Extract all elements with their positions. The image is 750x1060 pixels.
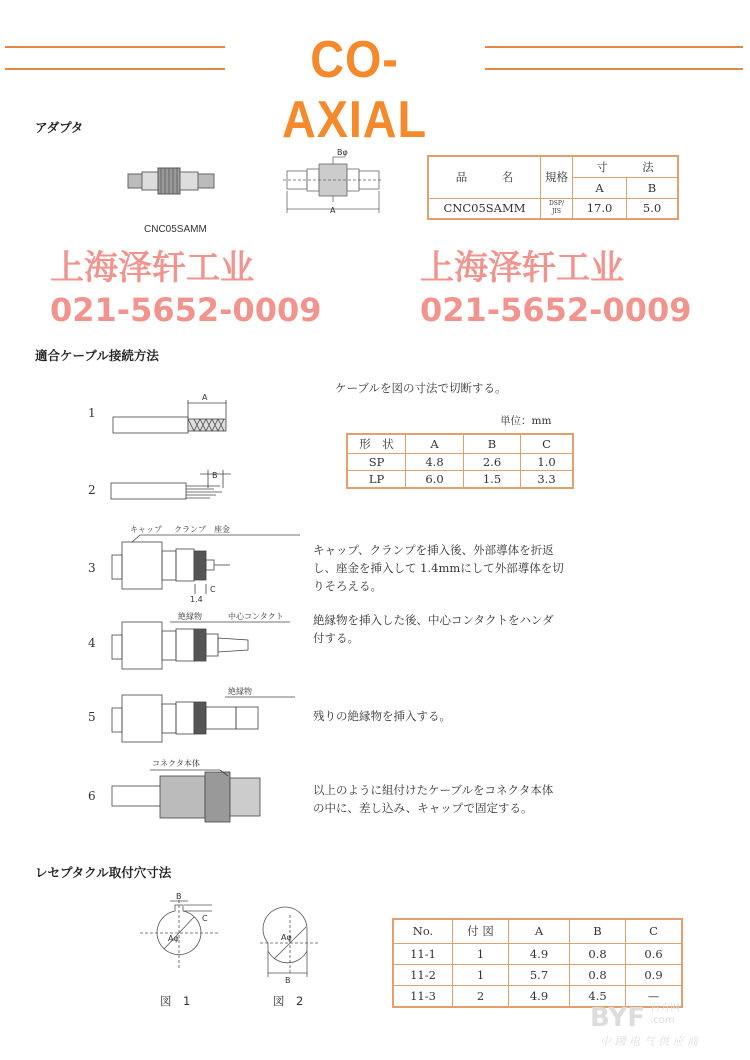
page-title: CO-AXIAL — [282, 31, 427, 149]
cell: 11-2 — [393, 964, 453, 985]
label-insulator: 絶縁物 — [228, 687, 252, 696]
header-rule — [485, 68, 743, 70]
cable-dimension-table — [346, 433, 574, 489]
header-rule — [5, 68, 225, 70]
table-row — [347, 454, 573, 471]
figure-1-caption: 図 1 — [160, 994, 191, 1008]
cell: 0.9 — [626, 964, 683, 985]
label-clamp: クランプ — [174, 525, 206, 534]
label-cap: キャップ — [130, 525, 162, 534]
cable-intro: ケーブルを図の寸法で切断する。 — [335, 381, 507, 395]
section-title-cable: 適合ケーブル接続方法 — [35, 348, 159, 363]
step-1-label-a: A — [202, 393, 208, 402]
cell: 4.5 — [570, 985, 626, 1007]
step-number: 4 — [88, 636, 96, 650]
cell: 4.8 — [406, 454, 464, 471]
step-5-diagram — [110, 685, 310, 745]
fig2-label-b: B — [285, 976, 291, 985]
fig1-label-c: C — [202, 914, 208, 923]
header-c: C — [521, 434, 574, 454]
step-number: 3 — [88, 561, 96, 575]
text-line: 以上のように組付けたケーブルをコネクタ本体 — [313, 783, 554, 797]
text-line: キャップ、クランプを挿入後、外部導体を折返 — [313, 543, 554, 557]
figure-2-caption: 図 2 — [273, 994, 304, 1008]
cell: 6.0 — [406, 471, 464, 488]
text-line: し、座金を挿入して 1.4mmにして外部導体を切 — [313, 561, 564, 575]
label-connector-body: コネクタ本体 — [152, 759, 200, 768]
logo-brand-cn: 百方网 — [650, 1003, 681, 1014]
cell-a: 17.0 — [573, 198, 627, 219]
watermark-company: 上海泽轩工业 — [50, 248, 254, 288]
label-insulator: 絶縁物 — [178, 612, 202, 621]
cell-standard: DSP/ JIS — [541, 198, 573, 219]
section-title-receptacle: レセプタクル取付穴寸法 — [35, 865, 172, 880]
label-washer: 座金 — [214, 525, 230, 534]
cell: 1 — [453, 943, 509, 964]
step-number: 5 — [88, 710, 96, 724]
step-number: 2 — [88, 483, 96, 497]
cell: 11-1 — [393, 943, 453, 964]
header-a: A — [406, 434, 464, 454]
step-2-diagram — [110, 468, 260, 508]
logo-side — [650, 1003, 680, 1027]
header-standard: 規格 — [541, 156, 573, 198]
fig1-label-a: Aφ — [168, 934, 179, 943]
watermark-phone: 021-5652-0009 — [50, 291, 322, 329]
adapter-drawing — [283, 145, 383, 215]
cell: 5.7 — [509, 964, 570, 985]
table-row — [428, 198, 678, 219]
step-1-diagram — [110, 390, 250, 435]
step-2-label-b: B — [212, 471, 218, 480]
figure-1-drawing — [140, 892, 220, 975]
cell: SP — [347, 454, 406, 471]
logo-domain: .com — [650, 1015, 675, 1026]
cell: 4.9 — [509, 943, 570, 964]
step-3-diagram — [110, 525, 310, 606]
adapter-photo-caption: CNC05SAMM — [144, 224, 207, 235]
header-a: A — [573, 177, 627, 198]
label-1-4: 1.4 — [190, 595, 203, 604]
cell: 0.6 — [626, 943, 683, 964]
adapter-spec-table — [427, 155, 679, 220]
table-row — [347, 471, 573, 488]
header-figure: 付 図 — [453, 919, 509, 943]
header-no: No. — [393, 919, 453, 943]
header-dimension: 寸 法 — [573, 156, 679, 177]
cell: 4.9 — [509, 985, 570, 1007]
table-row — [393, 943, 682, 964]
standard-top: DSP — [549, 200, 562, 208]
step-6-text — [313, 781, 553, 817]
header-rule — [485, 46, 743, 48]
fig2-label-a: Aφ — [281, 933, 292, 942]
step-number: 6 — [88, 789, 96, 803]
cell: 3.3 — [521, 471, 574, 488]
drawing-label-a: A — [330, 206, 336, 215]
cell-b: 5.0 — [627, 198, 679, 219]
fig1-label-b: B — [176, 892, 182, 901]
watermark-phone: 021-5652-0009 — [420, 291, 692, 329]
header-name: 品 名 — [428, 156, 541, 198]
step-number: 1 — [88, 406, 96, 420]
text-line: りそろえる。 — [313, 579, 382, 593]
label-center-contact: 中心コンタクト — [228, 612, 284, 621]
standard-bottom: JIS — [552, 208, 561, 216]
step-3-text — [313, 541, 564, 595]
header-b: B — [570, 919, 626, 943]
footer-logo — [590, 1003, 698, 1049]
header-rule — [5, 46, 225, 48]
cell: 0.8 — [570, 964, 626, 985]
step-5-text — [313, 707, 451, 725]
cell: 1 — [453, 964, 509, 985]
cell: 2.6 — [464, 454, 521, 471]
header-b: B — [627, 177, 679, 198]
cell: 11-3 — [393, 985, 453, 1007]
text-line: の中に、差し込み、キャップで固定する。 — [313, 801, 533, 815]
header-c: C — [626, 919, 683, 943]
header-b: B — [464, 434, 521, 454]
cell: — — [626, 985, 683, 1007]
text-line: 絶縁物を挿入した後、中心コンタクトをハンダ — [313, 613, 554, 627]
cell: 1.5 — [464, 471, 521, 488]
cell: LP — [347, 471, 406, 488]
step-4-diagram — [110, 610, 310, 670]
label-c: C — [210, 585, 216, 594]
logo-tagline: 中 國 电 气 供 应 商 — [600, 1035, 698, 1048]
section-title-adapter: アダプタ — [35, 120, 84, 135]
step-6-diagram — [110, 758, 310, 828]
receptacle-dimension-table — [392, 918, 683, 1008]
header-a: A — [509, 919, 570, 943]
text-line: 残りの絶縁物を挿入する。 — [313, 709, 451, 723]
logo-brand: BYF — [590, 1003, 645, 1033]
text-line: 付する。 — [313, 631, 359, 645]
watermark-company: 上海泽轩工业 — [420, 248, 624, 288]
cell: 0.8 — [570, 943, 626, 964]
cell-name: CNC05SAMM — [428, 198, 541, 219]
cell: 2 — [453, 985, 509, 1007]
figure-2-drawing — [260, 905, 340, 985]
cell: 1.0 — [521, 454, 574, 471]
unit-label: 単位：mm — [500, 415, 552, 427]
drawing-label-b: Bφ — [337, 148, 348, 157]
step-4-text — [313, 611, 554, 647]
table-row — [393, 964, 682, 985]
adapter-photo — [128, 165, 218, 197]
header-shape: 形 状 — [347, 434, 406, 454]
